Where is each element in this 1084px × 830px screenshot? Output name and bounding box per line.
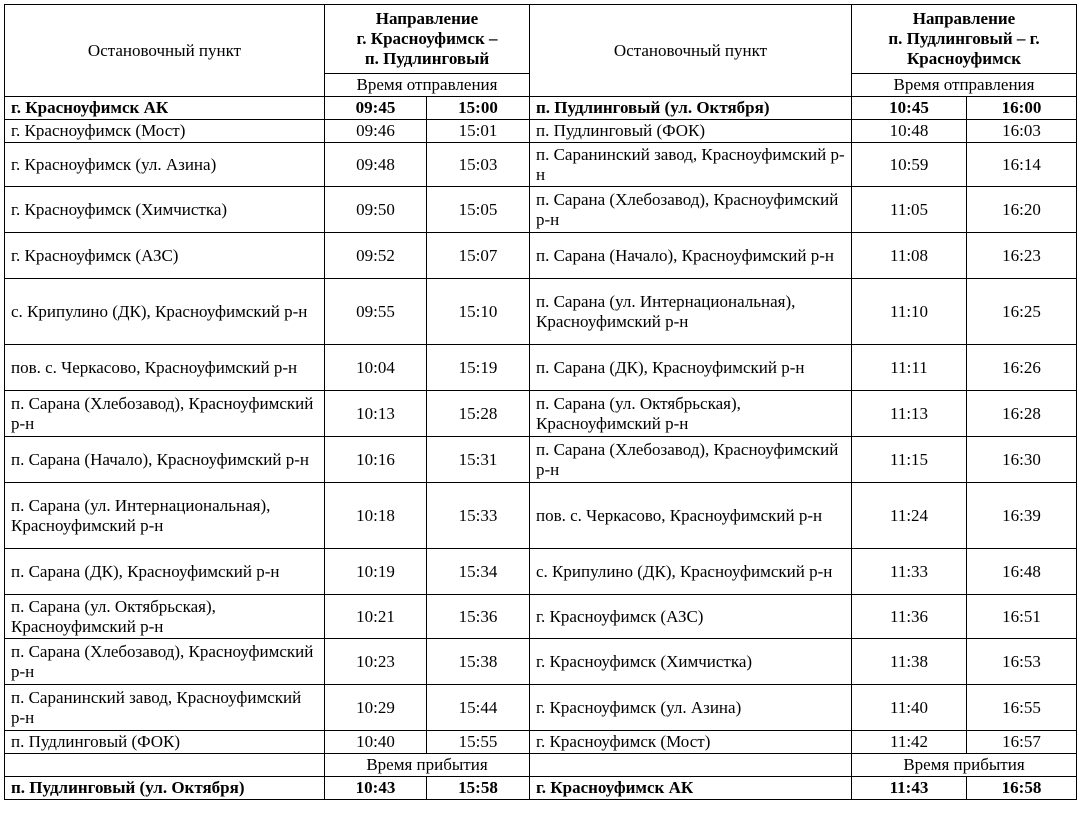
right-stop-name: г. Красноуфимск (АЗС) — [530, 595, 852, 639]
departure-label-left: Время отправления — [325, 74, 530, 97]
left-stop-name: г. Красноуфимск (Мост) — [5, 120, 325, 143]
left-stop-name: с. Крипулино (ДК), Красноуфимский р-н — [5, 279, 325, 345]
left-stop-name: г. Красноуфимск (Химчистка) — [5, 187, 325, 233]
right-time-1: 11:15 — [852, 437, 967, 483]
left-stop-name: п. Сарана (ДК), Красноуфимский р-н — [5, 549, 325, 595]
table-row — [5, 595, 1077, 639]
left-stop-name: г. Красноуфимск (ул. Азина) — [5, 143, 325, 187]
left-time-1: 09:46 — [325, 120, 427, 143]
right-stop-name: пов. с. Черкасово, Красноуфимский р-н — [530, 483, 852, 549]
right-time-1: 11:43 — [852, 777, 967, 800]
left-time-1: 10:04 — [325, 345, 427, 391]
right-stop-name: п. Саранинский завод, Красноуфимский р-н — [530, 143, 852, 187]
left-stop-name: п. Сарана (Начало), Красноуфимский р-н — [5, 437, 325, 483]
table-row — [5, 731, 1077, 754]
left-time-2: 15:58 — [427, 777, 530, 800]
right-time-2: 16:30 — [967, 437, 1077, 483]
arrival-header-row — [5, 754, 1077, 777]
left-time-1: 09:48 — [325, 143, 427, 187]
left-time-2: 15:03 — [427, 143, 530, 187]
right-stop-name: п. Сарана (ДК), Красноуфимский р-н — [530, 345, 852, 391]
left-time-1: 09:45 — [325, 97, 427, 120]
table-row — [5, 639, 1077, 685]
stop-header-left: Остановочный пункт — [5, 5, 325, 97]
left-time-1: 10:16 — [325, 437, 427, 483]
right-time-1: 11:36 — [852, 595, 967, 639]
direction-header-right: Направление п. Пудлинговый – г. Красноуфимск — [852, 5, 1077, 74]
table-row — [5, 345, 1077, 391]
right-time-1: 10:48 — [852, 120, 967, 143]
right-time-1: 11:10 — [852, 279, 967, 345]
right-stop-name: п. Сарана (ул. Октябрьская), Красноуфимский р-н — [530, 391, 852, 437]
right-stop-name: г. Красноуфимск (Химчистка) — [530, 639, 852, 685]
right-stop-name: п. Сарана (Начало), Красноуфимский р-н — [530, 233, 852, 279]
left-time-1: 09:55 — [325, 279, 427, 345]
left-stop-name: п. Пудлинговый (ул. Октября) — [5, 777, 325, 800]
right-time-2: 16:28 — [967, 391, 1077, 437]
right-time-2: 16:14 — [967, 143, 1077, 187]
right-time-2: 16:00 — [967, 97, 1077, 120]
left-stop-name: пов. с. Черкасово, Красноуфимский р-н — [5, 345, 325, 391]
left-stop-name: п. Сарана (Хлебозавод), Красноуфимский р-н — [5, 639, 325, 685]
left-time-1: 10:43 — [325, 777, 427, 800]
right-time-1: 11:40 — [852, 685, 967, 731]
right-stop-name: г. Красноуфимск (ул. Азина) — [530, 685, 852, 731]
table-row — [5, 233, 1077, 279]
right-time-2: 16:39 — [967, 483, 1077, 549]
left-stop-name: п. Сарана (ул. Интернациональная), Красноуфимский р-н — [5, 483, 325, 549]
left-time-1: 10:21 — [325, 595, 427, 639]
left-time-2: 15:31 — [427, 437, 530, 483]
left-time-2: 15:01 — [427, 120, 530, 143]
left-time-2: 15:05 — [427, 187, 530, 233]
left-time-1: 10:18 — [325, 483, 427, 549]
table-row — [5, 549, 1077, 595]
left-time-2: 15:19 — [427, 345, 530, 391]
left-time-1: 10:19 — [325, 549, 427, 595]
right-time-2: 16:53 — [967, 639, 1077, 685]
right-time-2: 16:51 — [967, 595, 1077, 639]
last-stop-row — [5, 777, 1077, 800]
arrival-blank-left — [5, 754, 325, 777]
right-time-1: 11:24 — [852, 483, 967, 549]
right-time-2: 16:26 — [967, 345, 1077, 391]
left-time-1: 10:40 — [325, 731, 427, 754]
table-row — [5, 187, 1077, 233]
right-stop-name: г. Красноуфимск АК — [530, 777, 852, 800]
right-time-1: 11:08 — [852, 233, 967, 279]
right-time-2: 16:58 — [967, 777, 1077, 800]
left-stop-name: г. Красноуфимск АК — [5, 97, 325, 120]
right-stop-name: п. Сарана (Хлебозавод), Красноуфимский р-н — [530, 437, 852, 483]
right-time-2: 16:20 — [967, 187, 1077, 233]
right-stop-name: с. Крипулино (ДК), Красноуфимский р-н — [530, 549, 852, 595]
left-stop-name: п. Сарана (Хлебозавод), Красноуфимский р-н — [5, 391, 325, 437]
right-time-2: 16:55 — [967, 685, 1077, 731]
right-stop-name: п. Пудлинговый (ул. Октября) — [530, 97, 852, 120]
table-row — [5, 279, 1077, 345]
arrival-label-left: Время прибытия — [325, 754, 530, 777]
right-time-1: 11:42 — [852, 731, 967, 754]
left-time-2: 15:10 — [427, 279, 530, 345]
table-row — [5, 120, 1077, 143]
left-time-2: 15:07 — [427, 233, 530, 279]
first-stop-row — [5, 97, 1077, 120]
right-time-1: 11:05 — [852, 187, 967, 233]
right-time-1: 11:33 — [852, 549, 967, 595]
left-time-2: 15:00 — [427, 97, 530, 120]
right-time-1: 11:38 — [852, 639, 967, 685]
right-time-1: 11:13 — [852, 391, 967, 437]
left-time-1: 10:29 — [325, 685, 427, 731]
right-time-1: 11:11 — [852, 345, 967, 391]
left-stop-name: п. Пудлинговый (ФОК) — [5, 731, 325, 754]
left-time-2: 15:38 — [427, 639, 530, 685]
table-row — [5, 143, 1077, 187]
right-time-2: 16:25 — [967, 279, 1077, 345]
arrival-blank-right — [530, 754, 852, 777]
right-time-2: 16:48 — [967, 549, 1077, 595]
departure-label-right: Время отправления — [852, 74, 1077, 97]
left-time-2: 15:34 — [427, 549, 530, 595]
left-time-2: 15:36 — [427, 595, 530, 639]
table-row — [5, 685, 1077, 731]
right-time-2: 16:03 — [967, 120, 1077, 143]
schedule-table — [4, 4, 1077, 800]
table-row — [5, 437, 1077, 483]
left-stop-name: п. Сарана (ул. Октябрьская), Красноуфимский р-н — [5, 595, 325, 639]
right-stop-name: г. Красноуфимск (Мост) — [530, 731, 852, 754]
table-row — [5, 391, 1077, 437]
right-time-1: 10:45 — [852, 97, 967, 120]
left-stop-name: п. Саранинский завод, Красноуфимский р-н — [5, 685, 325, 731]
arrival-label-right: Время прибытия — [852, 754, 1077, 777]
left-time-2: 15:44 — [427, 685, 530, 731]
right-time-2: 16:57 — [967, 731, 1077, 754]
left-time-1: 10:23 — [325, 639, 427, 685]
table-row — [5, 483, 1077, 549]
left-time-2: 15:28 — [427, 391, 530, 437]
right-stop-name: п. Сарана (Хлебозавод), Красноуфимский р-н — [530, 187, 852, 233]
left-time-2: 15:33 — [427, 483, 530, 549]
header-row — [5, 5, 1077, 74]
direction-header-left: Направление г. Красноуфимск – п. Пудлинговый — [325, 5, 530, 74]
right-time-2: 16:23 — [967, 233, 1077, 279]
left-time-1: 09:52 — [325, 233, 427, 279]
stop-header-right: Остановочный пункт — [530, 5, 852, 97]
left-time-1: 10:13 — [325, 391, 427, 437]
right-stop-name: п. Пудлинговый (ФОК) — [530, 120, 852, 143]
right-time-1: 10:59 — [852, 143, 967, 187]
left-time-2: 15:55 — [427, 731, 530, 754]
left-time-1: 09:50 — [325, 187, 427, 233]
right-stop-name: п. Сарана (ул. Интернациональная), Красноуфимский р-н — [530, 279, 852, 345]
left-stop-name: г. Красноуфимск (АЗС) — [5, 233, 325, 279]
